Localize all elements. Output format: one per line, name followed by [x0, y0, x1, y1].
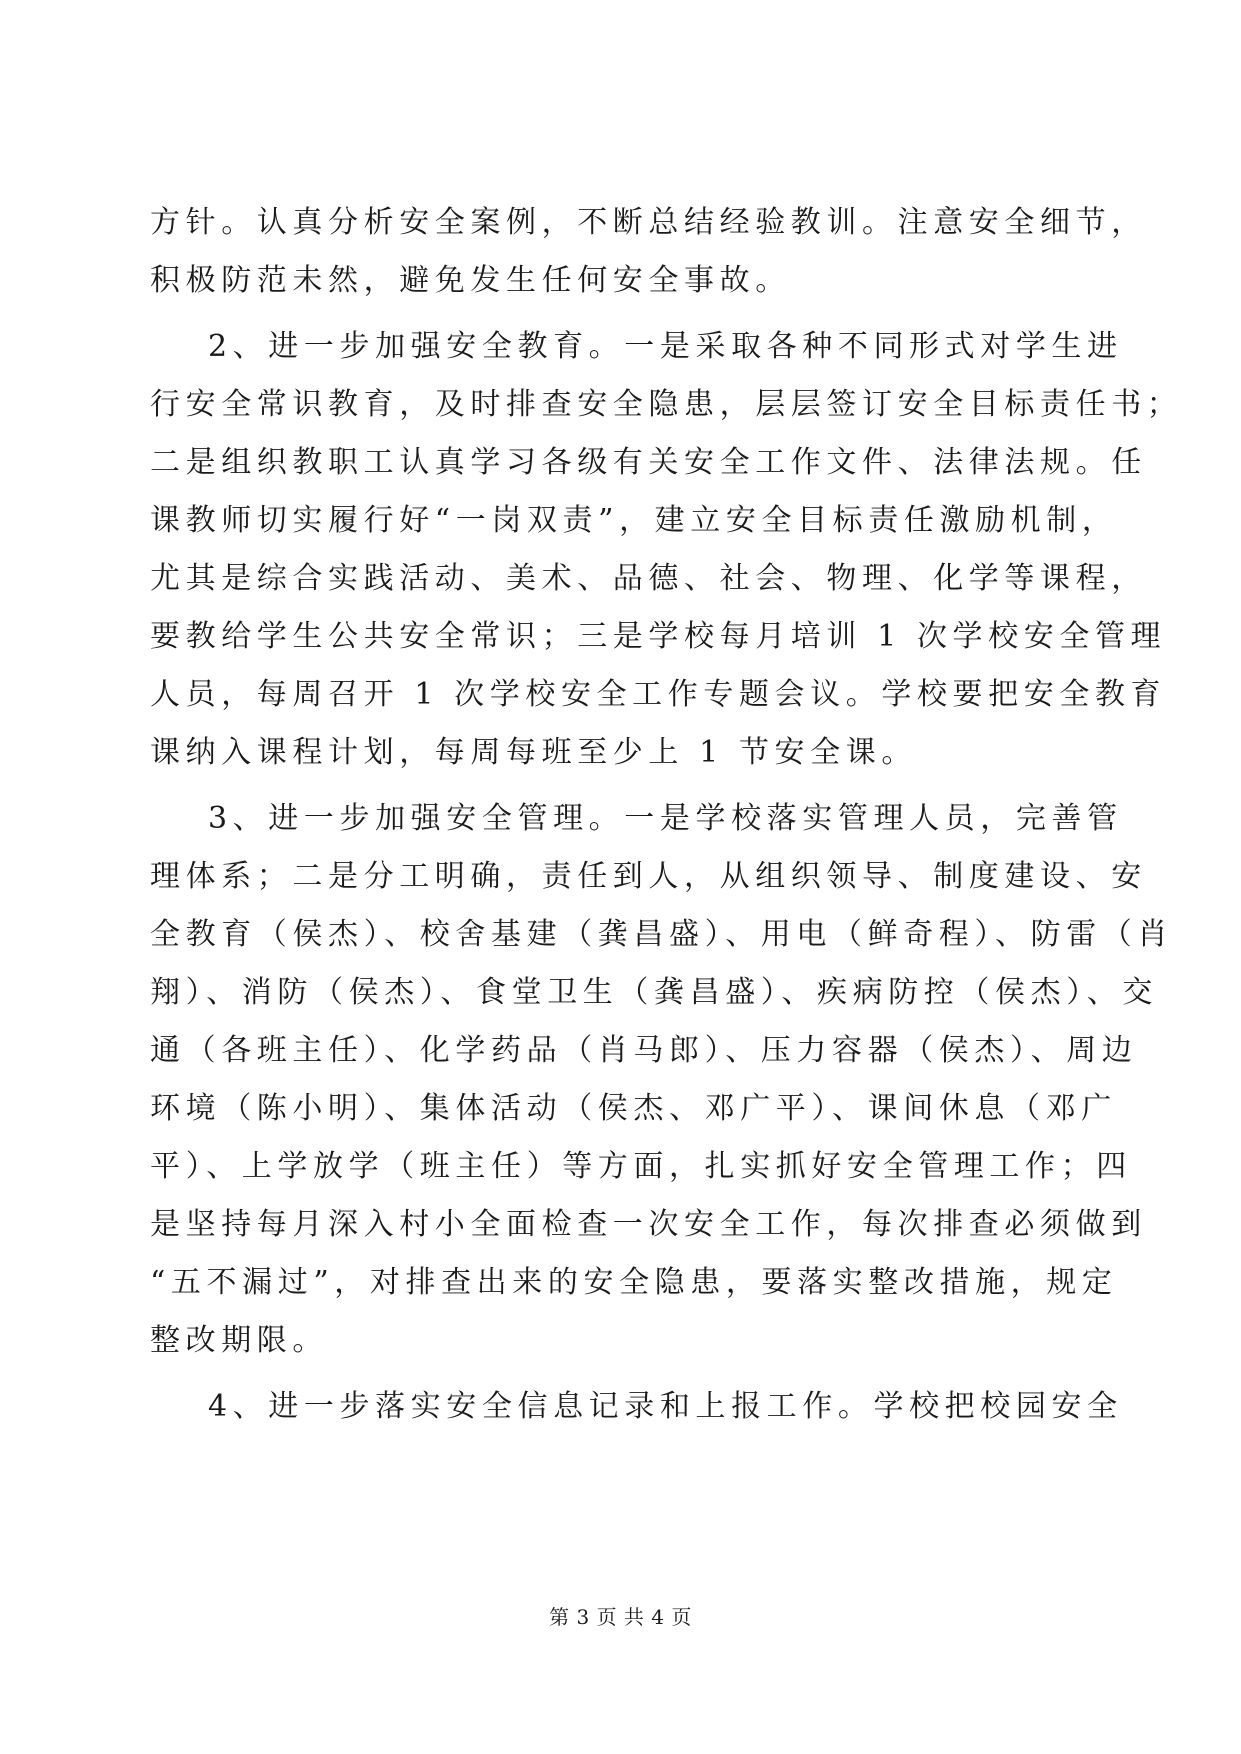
text-line: 理体系；二是分工明确，责任到人，从组织领导、制度建设、安 [150, 859, 1147, 894]
text-line: 行安全常识教育，及时排查安全隐患，层层签订安全目标责任书； [150, 387, 1183, 422]
text-line: 积极防范未然，避免发生任何安全事故。 [150, 263, 791, 298]
paragraph-4-start: 4、进一步落实安全信息记录和上报工作。学校把校园安全 [208, 1389, 1123, 1424]
text-line: 二是组织教职工认真学习各级有关安全工作文件、法律法规。任 [150, 445, 1147, 480]
paragraph-3-start: 3、进一步加强安全管理。一是学校落实管理人员，完善管 [208, 801, 1123, 836]
text-line: 人员，每周召开 1 次学校安全工作专题会议。学校要把安全教育 [150, 677, 1167, 712]
text-line: 环境（陈小明）、集体活动（侯杰、邓广平）、课间休息（邓广 [150, 1091, 1117, 1126]
paragraph-2-start: 2、进一步加强安全教育。一是采取各种不同形式对学生进 [208, 329, 1123, 364]
text-line: 课教师切实履行好“一岗双责”，建立安全目标责任激励机制， [150, 503, 1118, 538]
text-line: “五不漏过”，对排查出来的安全隐患，要落实整改措施，规定 [150, 1265, 1118, 1300]
text-line: 要教给学生公共安全常识；三是学校每月培训 1 次学校安全管理 [150, 619, 1167, 654]
text-line: 通（各班主任）、化学药品（肖马郎）、压力容器（侯杰）、周边 [150, 1033, 1138, 1068]
text-line: 翔）、消防（侯杰）、食堂卫生（龚昌盛）、疾病防控（侯杰）、交 [150, 975, 1158, 1010]
text-line: 尤其是综合实践活动、美术、品德、社会、物理、化学等课程， [150, 561, 1147, 596]
text-line: 课纳入课程计划，每周每班至少上 1 节安全课。 [150, 735, 917, 770]
text-line: 全教育（侯杰）、校舍基建（龚昌盛）、用电（鲜奇程）、防雷（肖 [150, 917, 1173, 952]
page-number-footer: 第 3 页 共 4 页 [549, 1605, 692, 1629]
text-line: 方针。认真分析安全案例，不断总结经验教训。注意安全细节， [150, 205, 1147, 240]
text-line: 平）、上学放学（班主任）等方面，扎实抓好安全管理工作；四 [150, 1149, 1132, 1184]
text-line: 整改期限。 [150, 1323, 328, 1358]
text-line: 是坚持每月深入村小全面检查一次安全工作，每次排查必须做到 [150, 1207, 1147, 1242]
